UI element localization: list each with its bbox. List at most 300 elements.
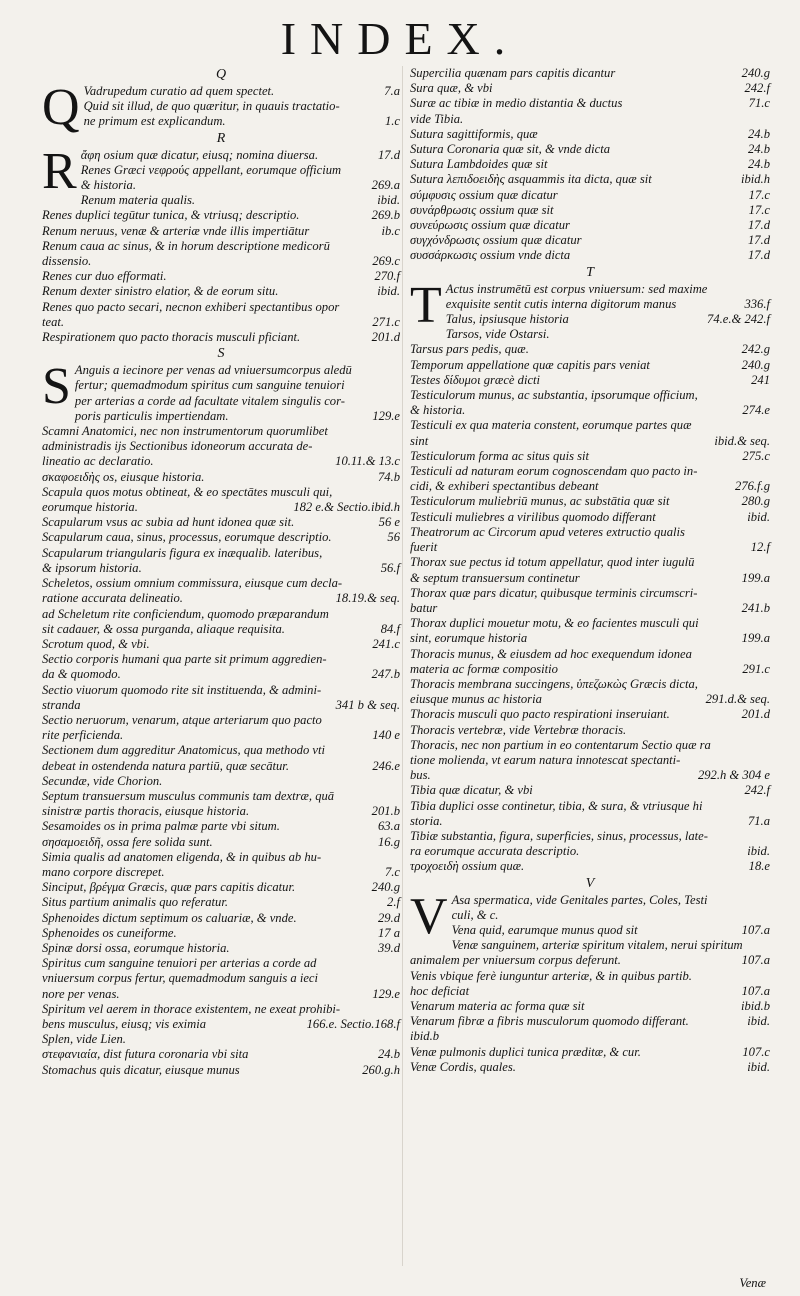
entry-text: Tibia quæ dicatur, & vbi xyxy=(410,783,533,798)
index-entry xyxy=(42,880,400,895)
index-entry xyxy=(42,470,400,485)
index-entry xyxy=(410,373,770,388)
page-reference: 74.b xyxy=(374,470,400,485)
index-entry xyxy=(410,999,770,1014)
page-reference: 17 a xyxy=(374,926,400,941)
index-entry xyxy=(42,1047,400,1062)
page-reference: 271.c xyxy=(368,315,400,330)
index-entry xyxy=(42,789,400,804)
index-entry xyxy=(410,157,770,172)
entry-text: Tarsos, vide Ostarsi. xyxy=(445,327,550,342)
entry-text: Tibiæ substantia, figura, superficies, sinus, processus, late- xyxy=(410,828,708,843)
page-reference: ibid. xyxy=(743,510,770,525)
entry-text: ra eorumque accurata descriptio. xyxy=(410,844,580,859)
entry-text: Thorax duplici mouetur motu, & eo facientes musculi qui xyxy=(410,616,699,631)
index-entry xyxy=(42,926,400,941)
section-letter: Q xyxy=(215,67,227,82)
entry-text: Venis vbique ferè iunguntur arteriæ, & in quibus partib. xyxy=(410,968,692,983)
index-entry xyxy=(410,510,770,525)
page-reference: 274.e xyxy=(738,403,770,418)
right-column xyxy=(410,66,770,1075)
index-entry xyxy=(42,315,400,330)
entry-text: Renum materia qualis. xyxy=(80,193,196,208)
entry-text: sinistræ partis thoracis, eiusque historia. xyxy=(42,804,250,819)
index-entry xyxy=(42,561,400,576)
entry-text: Scamni Anatomici, nec non instrumentorum quorumlibet xyxy=(42,424,328,439)
entry-text: sit cadauer, & ossa purganda, aliaque requisita. xyxy=(42,621,285,636)
page-reference: 39.d xyxy=(374,941,400,956)
index-entry xyxy=(42,819,400,834)
section-letter: V xyxy=(585,875,595,891)
entry-text: Thoracis musculi quo pacto respirationi inseruiant. xyxy=(410,707,670,722)
index-entry xyxy=(410,449,770,464)
entry-text: nore per venas. xyxy=(42,986,120,1001)
entry-text: storia. xyxy=(410,813,443,828)
page-reference: 280.g xyxy=(738,494,770,509)
entry-text: Scapularum triangularis figura ex inæqualib. lateribus, xyxy=(42,545,323,560)
entry-text: Testiculorum muliebriū munus, ac substātia quæ sit xyxy=(410,494,670,509)
index-entry xyxy=(42,208,400,223)
page-reference: 17.d xyxy=(744,218,770,233)
index-entry xyxy=(410,66,770,81)
page-reference: 241.b xyxy=(738,601,770,616)
entry-text: Testiculi muliebres a virilibus quomodo differant xyxy=(410,509,656,524)
entry-text: Stomachus quis dicatur, eiusque munus xyxy=(42,1062,240,1077)
entry-text: & historia. xyxy=(410,403,466,418)
page-reference: 2.f xyxy=(383,895,400,910)
index-entry xyxy=(42,300,400,315)
entry-text: stranda xyxy=(42,697,81,712)
section-letter: T xyxy=(586,264,594,280)
entry-text: sint, eorumque historia xyxy=(410,631,528,646)
entry-text: mano corpore discrepet. xyxy=(42,864,165,879)
entry-text: Thoracis, nec non partium in eo contentarum Sectio quæ ra xyxy=(410,737,711,752)
entry-text: στεφανιαία, dist futura coronaria vbi sita xyxy=(42,1047,249,1062)
page-reference: 84.f xyxy=(377,622,400,637)
page-reference: 246.e xyxy=(368,759,400,774)
page-reference: ibid.h xyxy=(737,172,770,187)
entry-text: Sutura Lambdoides quæ sit xyxy=(410,157,548,172)
entry-text: eorumque historia. xyxy=(42,500,138,515)
index-entry xyxy=(42,895,400,910)
index-entry xyxy=(410,1029,770,1044)
entry-text: Testiculi ex qua materia constent, eorumque partes quæ xyxy=(410,418,692,433)
index-entry xyxy=(42,163,400,178)
entry-text: lineatio ac declaratio. xyxy=(42,454,154,469)
drop-capital: S xyxy=(42,358,71,416)
index-entry xyxy=(410,829,770,844)
catchword: Venæ xyxy=(739,1276,766,1290)
index-entry xyxy=(42,971,400,986)
index-entry xyxy=(410,844,770,859)
page-reference: 275.c xyxy=(738,449,770,464)
index-entry xyxy=(410,142,770,157)
entry-text: Septum transuersum musculus communis tam dextræ, quā xyxy=(42,788,335,803)
index-entry xyxy=(410,984,770,999)
index-entry xyxy=(42,835,400,850)
page-reference: 291.d.& seq. xyxy=(702,692,770,707)
index-entry xyxy=(42,500,400,515)
index-entry xyxy=(42,485,400,500)
page-reference: 241.c xyxy=(368,637,400,652)
index-entry xyxy=(410,464,770,479)
page-reference: 10.11.& 13.c xyxy=(331,454,400,469)
entry-text: Scapularum caua, sinus, processus, eorumque descriptio. xyxy=(42,530,332,545)
entry-text: συγχόνδρωσις ossium quæ dicatur xyxy=(410,233,582,248)
index-entry xyxy=(410,571,770,586)
drop-capital: T xyxy=(410,276,442,334)
index-entry xyxy=(42,239,400,254)
index-entry xyxy=(410,799,770,814)
page-reference: 269.c xyxy=(368,254,400,269)
entry-text: Actus instrumētū est corpus vniuersum: sed maxime xyxy=(445,281,708,296)
entry-text: ne primum est explicandum. xyxy=(83,114,226,129)
page-reference: 182 e.& Sectio.ibid.h xyxy=(289,500,400,515)
page-reference: 17.d xyxy=(744,233,770,248)
page-reference: 74.e.& 242.f xyxy=(703,312,770,327)
index-entry xyxy=(42,99,400,114)
page-reference: 269.a xyxy=(368,178,400,193)
index-entry xyxy=(410,631,770,646)
entry-text: animalem per vniuersum corpus deferunt. xyxy=(410,953,621,968)
entry-text: Thorax quæ pars dicatur, quibusque terminis circumscri- xyxy=(410,585,698,600)
index-entry xyxy=(42,330,400,345)
entry-text: tione molienda, vt earum natura innotescat spectanti- xyxy=(410,752,681,767)
index-entry xyxy=(410,616,770,631)
entry-text: dissensio. xyxy=(42,254,92,269)
index-entry xyxy=(42,178,400,193)
index-entry xyxy=(42,454,400,469)
index-entry xyxy=(42,607,400,622)
entry-text: Sphenoides os cuneiforme. xyxy=(42,925,177,940)
index-entry xyxy=(410,479,770,494)
drop-capital: V xyxy=(410,887,448,945)
index-entry xyxy=(410,342,770,357)
index-entry xyxy=(42,622,400,637)
entry-text: Spiritum vel aerem in thorace existentem, ne exeat prohibi- xyxy=(42,1001,341,1016)
index-entry xyxy=(410,647,770,662)
page-reference: 17.d xyxy=(374,148,400,163)
entry-text: Talus, ipsiusque historia xyxy=(445,312,569,327)
page-reference: 242.f xyxy=(740,81,770,96)
page-reference: 341 b & seq. xyxy=(332,698,400,713)
index-entry xyxy=(42,728,400,743)
page-reference: ibid.b xyxy=(737,999,770,1014)
index-entry xyxy=(42,591,400,606)
entry-text: Venarum fibræ a fibris musculorum quomodo differant. xyxy=(410,1014,689,1029)
page-reference: 240.g xyxy=(738,66,770,81)
entry-text: Scapularum vsus ac subia ad hunt idonea quæ sit. xyxy=(42,515,295,530)
index-entry xyxy=(42,576,400,591)
page-reference: 24.b xyxy=(744,157,770,172)
index-entry xyxy=(410,203,770,218)
page-reference: ibid.& seq. xyxy=(710,434,770,449)
index-entry xyxy=(410,172,770,187)
entry-text: bus. xyxy=(410,768,431,783)
page-reference: 18.19.& seq. xyxy=(332,591,400,606)
entry-text: Venarum materia ac forma quæ sit xyxy=(410,998,585,1013)
entry-text: συνάρθρωσις ossium quæ sit xyxy=(410,202,554,217)
index-entry xyxy=(410,753,770,768)
entry-text: Testiculi ad naturam eorum cognoscendam quo pacto in- xyxy=(410,464,698,479)
page-reference: 24.b xyxy=(744,127,770,142)
page-reference: 201.d xyxy=(368,330,400,345)
index-entry xyxy=(410,112,770,127)
index-entry xyxy=(42,774,400,789)
index-entry xyxy=(410,96,770,111)
index-entry xyxy=(410,859,770,874)
entry-text: συνεύρωσις ossium quæ dicatur xyxy=(410,218,570,233)
page-reference: 292.h & 304 e xyxy=(694,768,770,783)
entry-text: ἄφη osium quæ dicatur, eiusq; nomina diuersa. xyxy=(80,147,319,162)
index-entry xyxy=(410,908,770,923)
page-reference: 107.a xyxy=(738,923,770,938)
entry-text: Secundæ, vide Chorion. xyxy=(42,773,163,788)
page-reference: 276.f.g xyxy=(731,479,770,494)
index-entry xyxy=(42,378,400,393)
page-title: INDEX. xyxy=(280,13,520,64)
entry-text: Venæ pulmonis duplici tunica præditæ, & cur. xyxy=(410,1044,641,1059)
index-entry xyxy=(42,409,400,424)
index-entry xyxy=(42,284,400,299)
entry-text: Spiritus cum sanguine tenuiori per arterias a corde ad xyxy=(42,956,317,971)
index-entry xyxy=(410,233,770,248)
page-reference: 270.f xyxy=(370,269,400,284)
index-entry xyxy=(42,652,400,667)
entry-text: culi, & c. xyxy=(451,907,499,922)
index-entry xyxy=(410,388,770,403)
entry-text: Anguis a iecinore per venas ad vniuersumcorpus aledū xyxy=(74,363,352,378)
entry-text: συσσάρκωσις ossium vnde dicta xyxy=(410,248,571,263)
index-entry xyxy=(42,394,400,409)
index-entry xyxy=(42,224,400,239)
entry-text: ad Scheletum rite conficiendum, quomodo præparandum xyxy=(42,606,329,621)
entry-text: Simia qualis ad anatomen eligenda, & in quibus ab hu- xyxy=(42,849,322,864)
section-letter: S xyxy=(217,346,225,362)
entry-text: Testes δίδυμοι græcè dicti xyxy=(410,372,541,387)
index-entry xyxy=(42,956,400,971)
entry-text: Tibia duplici osse continetur, tibia, & sura, & vtriusque hi xyxy=(410,798,703,813)
index-entry xyxy=(42,804,400,819)
page-reference: 107.c xyxy=(738,1045,770,1060)
index-entry xyxy=(410,297,770,312)
entry-text: Tarsus pars pedis, quæ. xyxy=(410,342,529,357)
page-reference: 240.g xyxy=(738,358,770,373)
page-reference: ibid. xyxy=(743,844,770,859)
index-entry xyxy=(42,515,400,530)
entry-text: exquisite sentit cutis interna digitorum manus xyxy=(445,296,677,311)
entry-text: σκαφοειδὴς os, eiusque historia. xyxy=(42,469,205,484)
page-reference: ibid. xyxy=(743,1060,770,1075)
index-entry xyxy=(410,692,770,707)
page-reference: 107.a xyxy=(738,953,770,968)
index-entry xyxy=(410,248,770,263)
page-reference: 166.e. Sectio.168.f xyxy=(303,1017,400,1032)
index-entry xyxy=(42,850,400,865)
entry-text: Renes duplici tegūtur tunica, & vtriusq; descriptio. xyxy=(42,208,300,223)
page-reference: 201.d xyxy=(738,707,770,722)
page-reference: 17.c xyxy=(745,203,770,218)
page-reference: 63.a xyxy=(374,819,400,834)
entry-text: Renum caua ac sinus, & in horum descriptione medicorū xyxy=(42,238,330,253)
entry-text: Venæ sanguinem, arteriæ spiritum vitalem, nerui spiritum xyxy=(451,938,743,953)
drop-capital: R xyxy=(42,142,77,200)
page-reference: 24.b xyxy=(744,142,770,157)
entry-text: Sinciput, βρέγμα Græcis, quæ pars capitis dicatur. xyxy=(42,880,296,895)
index-entry xyxy=(42,759,400,774)
entry-text: poris particulis impertiendam. xyxy=(74,408,229,423)
index-entry xyxy=(410,969,770,984)
entry-text: Venæ Cordis, quales. xyxy=(410,1059,516,1074)
entry-text: Scrotum quod, & vbi. xyxy=(42,636,150,651)
entry-text: Scapula quos motus obtineat, & eo spectātes musculi qui, xyxy=(42,484,333,499)
index-entry xyxy=(42,698,400,713)
index-entry xyxy=(42,439,400,454)
column-divider xyxy=(402,66,403,1266)
index-entry xyxy=(42,987,400,1002)
index-entry xyxy=(410,127,770,142)
page-reference: 18.e xyxy=(745,859,770,874)
page-reference: 247.b xyxy=(368,667,400,682)
index-entry xyxy=(410,403,770,418)
page-reference: 129.e xyxy=(368,987,400,1002)
page-reference: 140 e xyxy=(368,728,400,743)
page-reference: 242.f xyxy=(740,783,770,798)
index-entry xyxy=(42,193,400,208)
entry-text: Sectio viuorum quomodo rite sit instituenda, & admini- xyxy=(42,682,322,697)
entry-text: Sectio corporis humani qua parte sit primum aggredien- xyxy=(42,652,327,667)
entry-text: teat. xyxy=(42,314,65,329)
entry-text: Temporum appellatione quæ capitis pars veniat xyxy=(410,357,650,372)
entry-text: rite perficienda. xyxy=(42,728,124,743)
index-entry xyxy=(410,923,770,938)
page-reference: 199.a xyxy=(738,631,770,646)
entry-text: Vadrupedum curatio ad quem spectet. xyxy=(83,84,275,98)
index-entry xyxy=(42,254,400,269)
page-reference: 240.g xyxy=(368,880,400,895)
index-entry xyxy=(42,424,400,439)
entry-text: cidi, & exhiberi spectantibus debeant xyxy=(410,479,599,494)
index-entry xyxy=(410,738,770,753)
index-entry xyxy=(42,683,400,698)
entry-text: Renes Græci νεφρούς appellant, eorumque officium xyxy=(80,162,342,177)
page-reference: ib.c xyxy=(377,224,400,239)
index-entry xyxy=(410,1014,770,1029)
section-letter: R xyxy=(216,130,226,146)
index-entry xyxy=(410,814,770,829)
page-reference: ibid. xyxy=(373,193,400,208)
entry-text: Vena quid, earumque munus quod sit xyxy=(451,922,638,937)
entry-text: batur xyxy=(410,600,438,615)
entry-text: Sura quæ, & vbi xyxy=(410,81,493,96)
index-entry xyxy=(410,723,770,738)
entry-text: Testiculorum munus, ac substantia, ipsorumque officium, xyxy=(410,388,698,403)
index-entry xyxy=(42,546,400,561)
entry-text: fuerit xyxy=(410,540,438,555)
index-entry xyxy=(410,540,770,555)
entry-text: σύμφυσις ossium quæ dicatur xyxy=(410,187,558,202)
entry-text: Sutura sagittiformis, quæ xyxy=(410,126,538,141)
entry-text: Testiculorum forma ac situs quis sit xyxy=(410,448,590,463)
entry-text: Renes cur duo efformati. xyxy=(42,269,167,284)
entry-text: hoc deficiat xyxy=(410,983,470,998)
entry-text: & historia. xyxy=(80,178,136,193)
entry-text: & ipsorum historia. xyxy=(42,560,142,575)
entry-text: Thoracis membrana succingens, ὑπεζωκὼς Græcis dicta, xyxy=(410,676,698,691)
page-reference: 24.b xyxy=(374,1047,400,1062)
entry-text: τροχοειδὴ ossium quæ. xyxy=(410,859,525,874)
index-entry xyxy=(42,530,400,545)
index-entry xyxy=(410,662,770,677)
entry-text: Supercilia quænam pars capitis dicantur xyxy=(410,66,616,80)
entry-text: & septum transuersum continetur xyxy=(410,570,580,585)
index-entry xyxy=(410,953,770,968)
page-reference: 199.a xyxy=(738,571,770,586)
entry-text: Spinæ dorsi ossa, eorumque historia. xyxy=(42,940,230,955)
page-reference: 260.g.h xyxy=(358,1063,400,1078)
page-reference: 242.g xyxy=(738,342,770,357)
entry-text: ratione accurata delineatio. xyxy=(42,591,183,606)
index-entry xyxy=(42,941,400,956)
page-reference: 7.a xyxy=(380,84,400,99)
entry-text: Situs partium animalis quo referatur. xyxy=(42,895,229,910)
index-entry xyxy=(410,555,770,570)
index-entry xyxy=(410,601,770,616)
page-reference: 17.d xyxy=(744,248,770,263)
entry-text: σησαμοειδῆ, ossa fere solida sunt. xyxy=(42,834,213,849)
index-entry xyxy=(410,312,770,327)
page-reference: 12.f xyxy=(747,540,770,555)
entry-text: Sutura Coronaria quæ sit, & vnde dicta xyxy=(410,142,610,157)
page-reference: 56.f xyxy=(377,561,400,576)
index-entry xyxy=(42,1063,400,1078)
entry-text: Sutura λεπιδοειδὴς asquammis ita dicta, quæ sit xyxy=(410,172,652,187)
drop-capital: Q xyxy=(42,79,80,136)
page-reference: 56 xyxy=(383,530,400,545)
entry-text: Scheletos, ossium omnium commissura, eiusque cum decla- xyxy=(42,576,343,591)
page-reference: 17.c xyxy=(745,188,770,203)
entry-text: Sectionem dum aggreditur Anatomicus, qua methodo vti xyxy=(42,743,325,758)
index-entry xyxy=(410,218,770,233)
entry-text: eiusque munus ac historia xyxy=(410,692,542,707)
index-entry xyxy=(410,1045,770,1060)
entry-text: da & quomodo. xyxy=(42,667,121,682)
index-entry xyxy=(410,707,770,722)
page-reference: 241 xyxy=(747,373,770,388)
page-reference: 71.c xyxy=(745,96,770,111)
entry-text: vniuersum corpus fertur, quemadmodum sanguis a ieci xyxy=(42,971,318,986)
entry-text: Suræ ac tibiæ in medio distantia & ductus xyxy=(410,96,623,111)
entry-text: Respirationem quo pacto thoracis musculi pficiant. xyxy=(42,330,301,345)
index-entry xyxy=(410,938,770,953)
entry-text: Quid sit illud, de quo quæritur, in quauis tractatio- xyxy=(83,99,340,114)
page-reference: ibid. xyxy=(373,284,400,299)
index-entry xyxy=(410,677,770,692)
page-reference: 56 e xyxy=(375,515,400,530)
index-entry xyxy=(42,911,400,926)
page-reference: 201.b xyxy=(368,804,400,819)
index-entry xyxy=(410,494,770,509)
entry-text: Thoracis munus, & eiusdem ad hoc exequendum idonea xyxy=(410,646,692,661)
index-entry xyxy=(410,434,770,449)
index-entry xyxy=(42,1002,400,1017)
page-reference: ibid. xyxy=(743,1014,770,1029)
page-reference: 107.a xyxy=(738,984,770,999)
entry-text: administradis ijs Sectionibus idoneorum accurata de- xyxy=(42,439,313,454)
index-entry xyxy=(42,114,400,129)
index-entry xyxy=(42,637,400,652)
index-entry xyxy=(410,81,770,96)
